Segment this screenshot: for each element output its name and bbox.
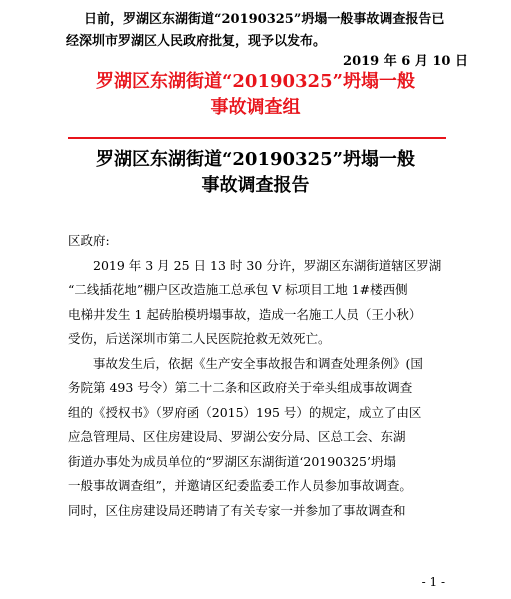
report-body <box>68 229 448 523</box>
page-number: - 1 - <box>421 575 445 589</box>
body-line: 组的《授权书》（罗府函（2015）195 号）的规定，成立了由区 <box>68 404 422 420</box>
notice-date: 2019 年 6 月 10 日 <box>343 54 468 69</box>
body-line: 一般事故调查组”，并邀请区纪委监委工作人员参加事故调查。 <box>68 478 412 493</box>
body-line: 事故发生后，依据《生产安全事故报告和调查处理条例》(国 <box>93 355 423 371</box>
header-title-line-1: 罗湖区东湖街道“20190325”坍塌一般 <box>96 71 415 92</box>
report-title <box>0 147 511 199</box>
notice-line-1: 日前，罗湖区东湖街道“20190325”坍塌一般事故调查报告已 <box>84 12 445 27</box>
report-title-line-1: 罗湖区东湖街道“20190325”坍塌一般 <box>96 149 415 170</box>
body-line: 街道办事处为成员单位的“罗湖区东湖街道‘20190325’坍塌 <box>68 453 396 469</box>
body-line: 2019 年 3 月 25 日 13 时 30 分许，罗湖区东湖街道辖区罗湖 <box>93 257 442 273</box>
body-line: 务院第 493 号令）第二十二条和区政府关于牵头组成事故调查 <box>68 380 413 395</box>
body-line: 应急管理局、区住房建设局、罗湖公安分局、区总工会、东湖 <box>68 429 406 444</box>
body-line: “二线插花地”棚户区改造施工总承包 V 标项目工地 1#楼西侧 <box>68 282 408 297</box>
body-line: 受伤，后送深圳市第二人民医院抢救无效死亡。 <box>68 331 331 346</box>
investigation-team-header <box>0 69 511 121</box>
body-line: 电梯井发生 1 起砖胎模坍塌事故，造成一名施工人员（王小秋） <box>68 306 422 322</box>
notice-line-2: 经深圳市罗湖区人民政府批复，现予以发布。 <box>66 34 327 49</box>
header-title-line-2: 事故调查组 <box>210 97 301 118</box>
body-line: 同时，区住房建设局还聘请了有关专家一并参加了事故调查和 <box>68 502 406 518</box>
red-divider <box>68 137 446 139</box>
publication-notice <box>66 9 470 53</box>
salutation: 区政府: <box>68 233 110 248</box>
report-title-line-2: 事故调查报告 <box>201 175 310 196</box>
